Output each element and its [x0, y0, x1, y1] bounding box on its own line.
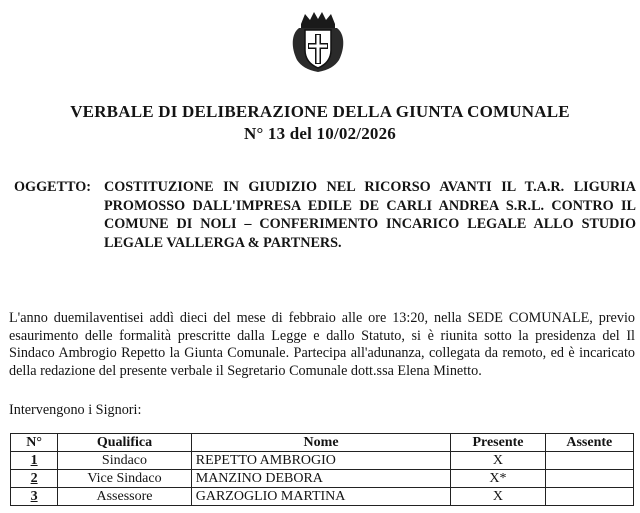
document-number: N° 13 del 10/02/2026: [244, 124, 396, 143]
row-number: 1: [11, 452, 58, 470]
header-name: Nome: [191, 434, 451, 452]
row-absent: [545, 488, 633, 506]
attendance-table: [10, 433, 634, 506]
row-absent: [545, 470, 633, 488]
body-paragraph: L'anno duemilaventisei addì dieci del mese di febbraio alle ore 13:20, nella SEDE COMUNALE, previo esaurimento delle formalità prescritte dalla Legge e dallo Statuto, si è riunita sotto la presidenza del Il Sindaco Ambrogio Repetto la Giunta Comunale. Partecipa all'adunanza, collegata da remoto, ed è incaricato della redazione del presente verbale il Segretario Comunale dott.ssa Elena Minetto.: [9, 310, 635, 379]
row-present: X*: [451, 470, 545, 488]
row-name: REPETTO AMBROGIO: [191, 452, 451, 470]
header-present: Presente: [451, 434, 545, 452]
row-number: 3: [11, 488, 58, 506]
header-role: Qualifica: [58, 434, 192, 452]
row-name: MANZINO DEBORA: [191, 470, 451, 488]
document-title: VERBALE DI DELIBERAZIONE DELLA GIUNTA COMUNALE: [70, 102, 570, 121]
municipal-crest-icon: [285, 8, 351, 74]
subject-text: COSTITUZIONE IN GIUDIZIO NEL RICORSO AVANTI IL T.A.R. LIGURIA PROMOSSO DALL'IMPRESA EDILE DE CARLI ANDREA S.R.L. CONTRO IL COMUNE DI NOLI – CONFERIMENTO INCARICO LEGALE ALLO STUDIO LEGALE VALLERGA & PARTNERS.: [104, 179, 636, 251]
intervene-line: Intervengono i Signori:: [9, 402, 142, 418]
table-row: [11, 488, 634, 506]
row-absent: [545, 452, 633, 470]
row-role: Vice Sindaco: [58, 470, 192, 488]
subject-label: OGGETTO:: [14, 179, 91, 195]
table-row: [11, 470, 634, 488]
row-present: X: [451, 488, 545, 506]
table-row: [11, 452, 634, 470]
row-role: Sindaco: [58, 452, 192, 470]
row-number: 2: [11, 470, 58, 488]
row-name: GARZOGLIO MARTINA: [191, 488, 451, 506]
row-role: Assessore: [58, 488, 192, 506]
row-present: X: [451, 452, 545, 470]
table-header-row: [11, 434, 634, 452]
header-number: N°: [11, 434, 58, 452]
header-absent: Assente: [545, 434, 633, 452]
